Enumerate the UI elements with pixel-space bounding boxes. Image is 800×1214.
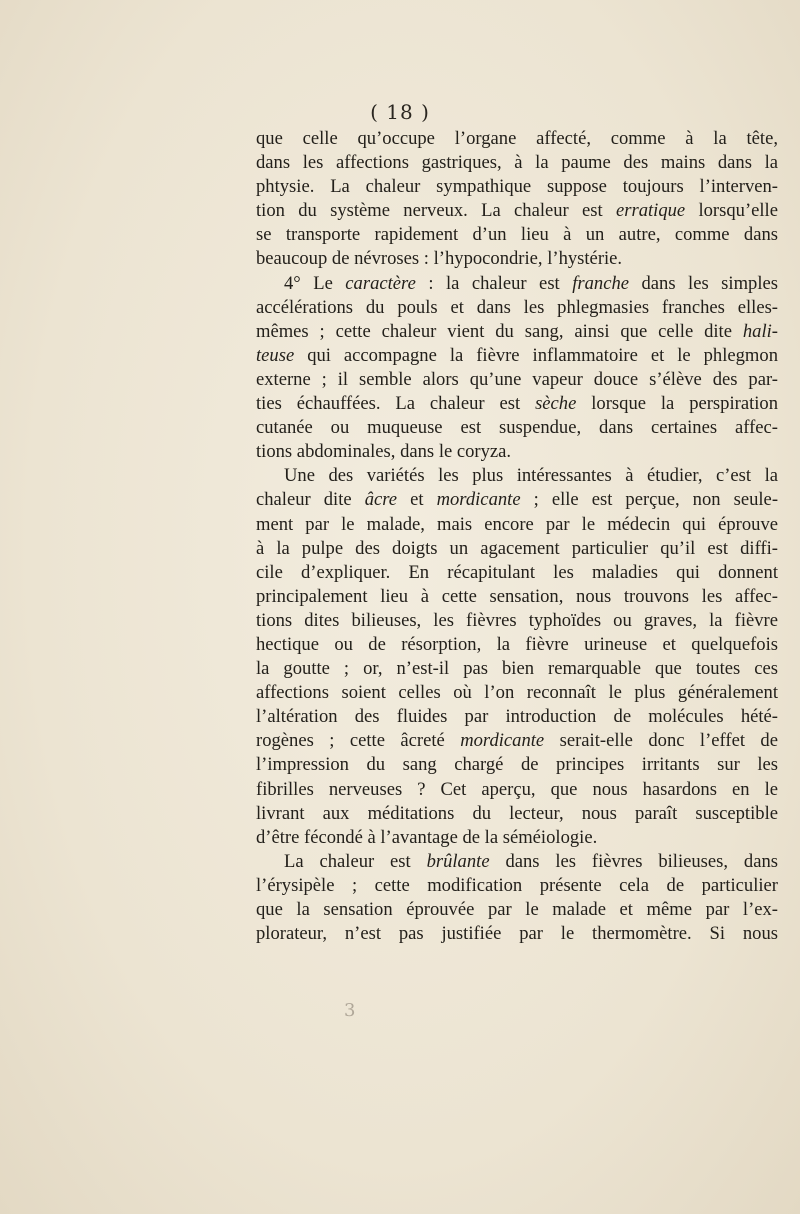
text-line: tions dites bilieuses, les fièvres typhoïdes ou graves, la fièvre [256,609,778,631]
text-line: l’érysipèle ; cette modification présente cela de particulier [256,874,778,896]
body-text [256,127,778,946]
text-line: livrant aux méditations du lecteur, nous paraît susceptible [256,802,778,824]
text-line: principalement lieu à cette sensation, nous trouvons les affec- [256,585,778,607]
text-line: à la pulpe des doigts un agacement particulier qu’il est diffi- [256,537,778,559]
text-line: Une des variétés les plus intéressantes à étudier, c’est la [284,465,778,487]
text-line: externe ; il semble alors qu’une vapeur douce s’élève des par- [256,368,778,390]
text-line: tion du système nerveux. La chaleur est erratique lorsqu’elle [256,200,778,222]
text-line: rogènes ; cette âcreté mordicante serait-elle donc l’effet de [256,730,778,752]
text-line: phtysie. La chaleur sympathique suppose toujours l’interven- [256,176,778,198]
margin-mark: 3 [344,1000,356,1021]
text-line: La chaleur est brûlante dans les fièvres bilieuses, dans [284,850,778,872]
text-line: 4° Le caractère : la chaleur est franche dans les simples [284,272,778,294]
text-line: mêmes ; cette chaleur vient du sang, ainsi que celle dite hali- [256,320,778,342]
text-line: se transporte rapidement d’un lieu à un autre, comme dans [256,224,778,246]
page-number: ( 18 ) [370,100,430,124]
text-line: ties échauffées. La chaleur est sèche lorsque la perspiration [256,393,778,415]
text-line: cile d’expliquer. En récapitulant les maladies qui donnent [256,561,778,583]
text-line: affections soient celles où l’on reconnaît le plus généralement [256,682,778,704]
text-line: ment par le malade, mais encore par le médecin qui éprouve [256,513,778,535]
text-line: chaleur dite âcre et mordicante ; elle est perçue, non seule- [256,489,778,511]
text-line: plorateur, n’est pas justifiée par le thermomètre. Si nous [256,923,778,945]
text-line: dans les affections gastriques, à la paume des mains dans la [256,152,778,174]
text-line: que la sensation éprouvée par le malade et même par l’ex- [256,899,778,920]
text-line: tions abdominales, dans le coryza. [256,441,512,463]
text-line: d’être fécondé à l’avantage de la séméiologie. [256,826,598,848]
text-line: l’impression du sang chargé de principes irritants sur les [256,754,778,776]
text-line: fibrilles nerveuses ? Cet aperçu, que nous hasardons en le [256,778,778,800]
text-line: teuse qui accompagne la fièvre inflammatoire et le phlegmon [256,344,778,366]
text-line: accélérations du pouls et dans les phlegmasies franches elles- [256,296,778,318]
text-line: hectique ou de résorption, la fièvre urineuse et quelquefois [256,633,778,655]
text-line: que celle qu’occupe l’organe affecté, comme à la tête, [256,128,778,149]
text-line: cutanée ou muqueuse est suspendue, dans certaines affec- [256,417,778,439]
text-line: la goutte ; or, n’est-il pas bien remarquable que toutes ces [256,658,778,680]
text-line: l’altération des fluides par introduction de molécules hété- [256,706,778,728]
text-line: beaucoup de névroses : l’hypocondrie, l’hystérie. [256,248,623,270]
